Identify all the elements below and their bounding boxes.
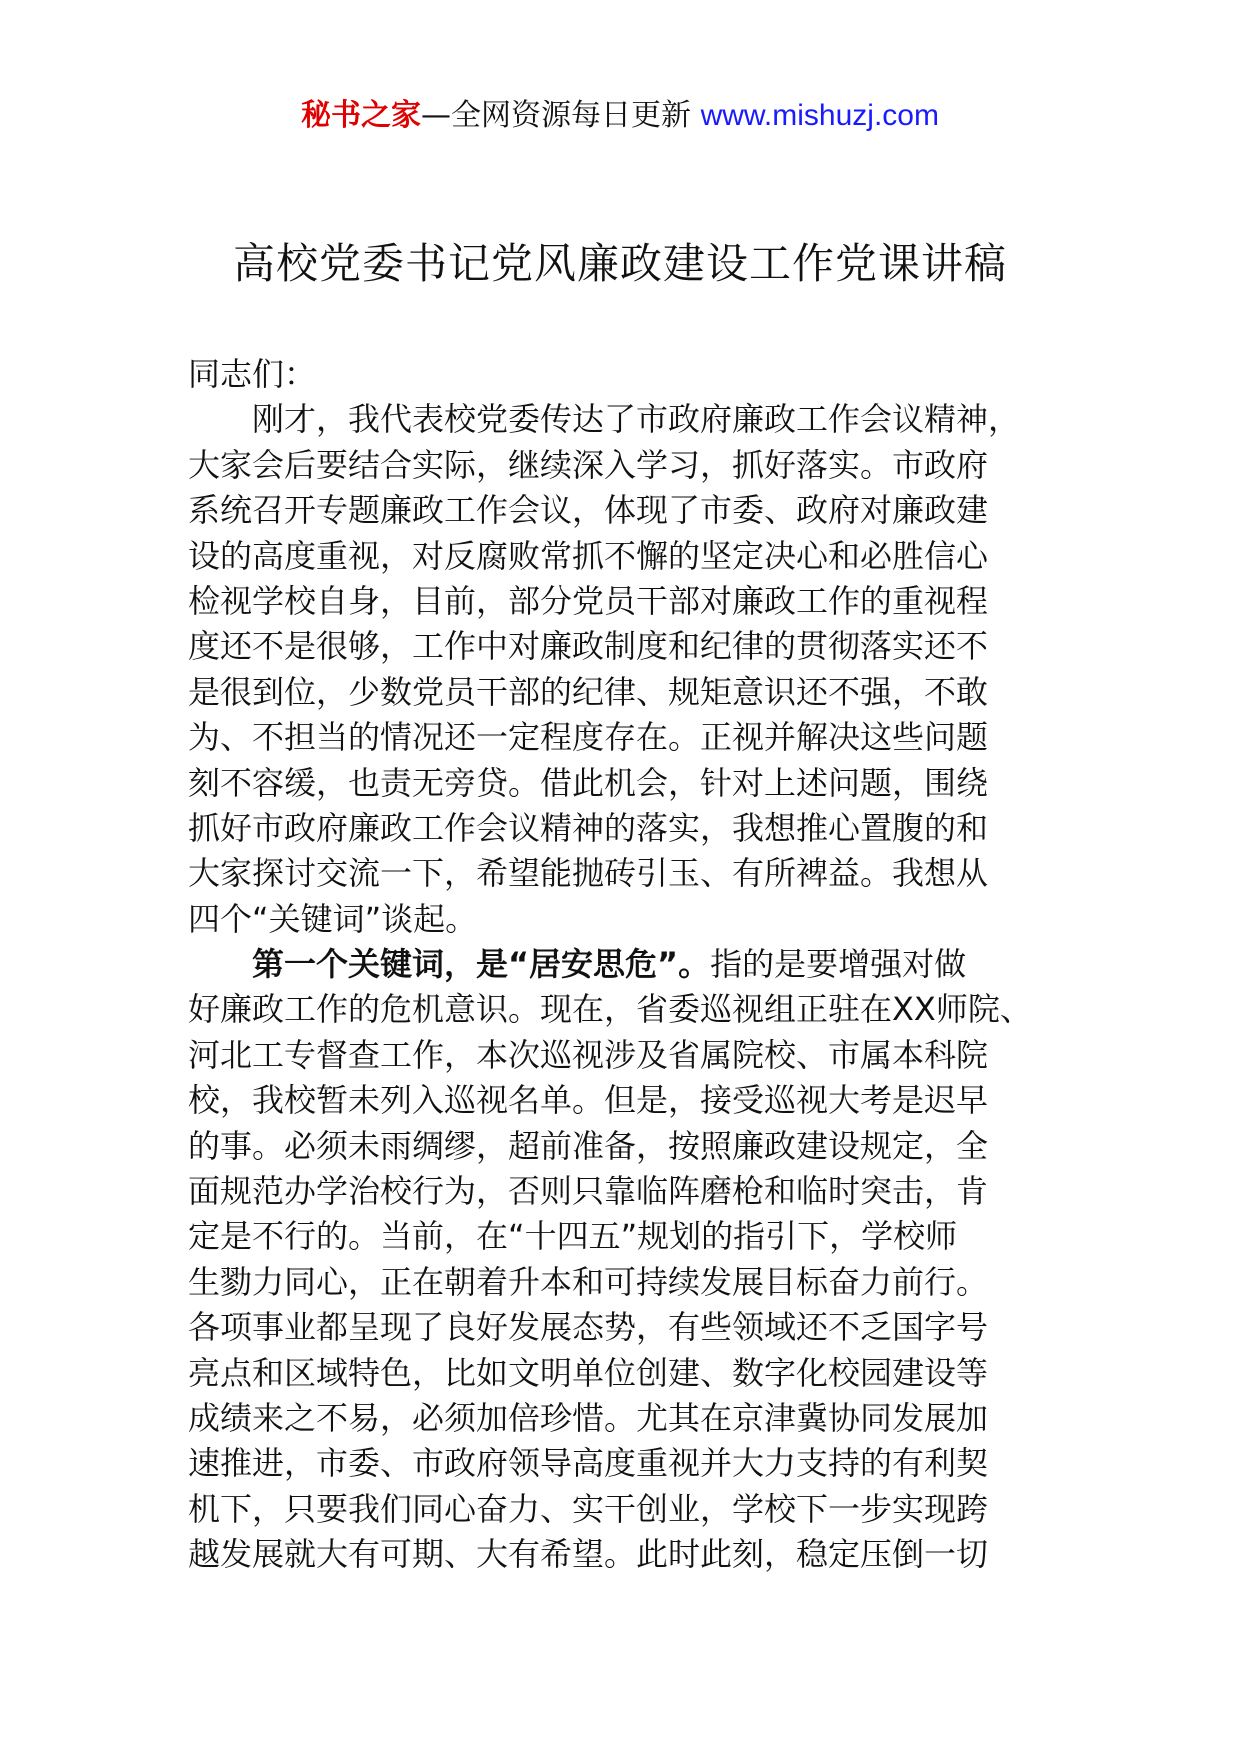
body-line [188, 1078, 1048, 1123]
body-line [188, 1305, 1048, 1350]
line-text: 设的高度重视，对反腐败常抓不懈的坚定决心和必胜信心 [188, 536, 989, 575]
body-line [188, 1124, 1048, 1169]
body-line [188, 1214, 1048, 1259]
line-text: 抓好市政府廉政工作会议精神的落实，我想推心置腹的和 [188, 808, 989, 847]
line-text: 河北工专督查工作，本次巡视涉及省属院校、市属本科院 [188, 1035, 989, 1074]
body-line [188, 851, 1048, 896]
body-line [188, 761, 1048, 806]
line-text: 刻不容缓，也责无旁贷。借此机会，针对上述问题，围绕 [188, 763, 989, 802]
body-line [188, 624, 1048, 669]
body-line [188, 1396, 1048, 1441]
header-tagline: —全网资源每日更新 [421, 98, 692, 133]
line-text: 好廉政工作的危机意识。现在，省委巡视组正驻在XX师院、 [188, 990, 1032, 1029]
line-text: 面规范办学治校行为，否则只靠临阵磨枪和临时突击，肯 [188, 1172, 989, 1211]
body-line [188, 534, 1048, 579]
body-line [188, 987, 1048, 1032]
body-line [188, 1169, 1048, 1214]
body-line [188, 1033, 1048, 1078]
body-line [188, 670, 1048, 715]
document-body [188, 352, 1048, 1578]
line-text: 各项事业都呈现了良好发展态势，有些领域还不乏国字号 [188, 1308, 989, 1347]
line-text: 刚才，我代表校党委传达了市政府廉政工作会议精神， [252, 400, 1021, 439]
paragraph-lines [188, 397, 1048, 1577]
line-text: 亮点和区域特色，比如文明单位创建、数字化校园建设等 [188, 1353, 989, 1392]
body-line [188, 1351, 1048, 1396]
line-text: 度还不是很够，工作中对廉政制度和纪律的贯彻落实还不 [188, 627, 989, 666]
salutation: 同志们： [188, 355, 317, 393]
body-line [188, 488, 1048, 533]
keyword-heading: 第一个关键词，是“居安思危”。 [252, 945, 711, 984]
line-text: 成绩来之不易，必须加倍珍惜。尤其在京津冀协同发展加 [188, 1398, 989, 1437]
line-text: 的事。必须未雨绸缪，超前准备，按照廉政建设规定，全 [188, 1126, 989, 1165]
line-text: 四个“关键词”谈起。 [188, 899, 478, 938]
line-text: 检视学校自身，目前，部分党员干部对廉政工作的重视程 [188, 581, 989, 620]
line-text: 机下，只要我们同心奋力、实干创业，学校下一步实现跨 [188, 1489, 989, 1528]
site-url-link[interactable]: www.mishuzj.com [700, 99, 939, 132]
line-text: 是很到位，少数党员干部的纪律、规矩意识还不强，不敢 [188, 672, 989, 711]
body-line [188, 897, 1048, 942]
site-header [0, 96, 1240, 136]
line-text: 越发展就大有可期、大有希望。此时此刻，稳定压倒一切 [188, 1535, 989, 1574]
line-text: 校，我校暂未列入巡视名单。但是，接受巡视大考是迟早 [188, 1081, 989, 1120]
body-line [188, 715, 1048, 760]
line-text: 为、不担当的情况还一定程度存在。正视并解决这些问题 [188, 718, 989, 757]
line-text: 速推进，市委、市政府领导高度重视并大力支持的有利契 [188, 1444, 989, 1483]
body-line [188, 1532, 1048, 1577]
document-title: 高校党委书记党风廉政建设工作党课讲稿 [232, 239, 1007, 288]
body-line [188, 1260, 1048, 1305]
body-line [188, 806, 1048, 851]
body-line [188, 443, 1048, 488]
body-line [188, 1441, 1048, 1486]
body-line [188, 942, 1048, 987]
line-text: 大家探讨交流一下，希望能抛砖引玉、有所裨益。我想从 [188, 854, 989, 893]
line-text: 定是不行的。当前，在“十四五”规划的指引下，学校师 [188, 1217, 958, 1256]
line-text: 生勠力同心，正在朝着升本和可持续发展目标奋力前行。 [188, 1262, 989, 1301]
body-line [188, 1487, 1048, 1532]
body-line [188, 579, 1048, 624]
line-text: 指的是要增强对做 [710, 945, 967, 984]
body-line [188, 397, 1048, 442]
line-text: 大家会后要结合实际，继续深入学习，抓好落实。市政府 [188, 445, 989, 484]
brand-name: 秘书之家 [301, 98, 422, 133]
line-text: 系统召开专题廉政工作会议，体现了市委、政府对廉政建 [188, 491, 989, 530]
